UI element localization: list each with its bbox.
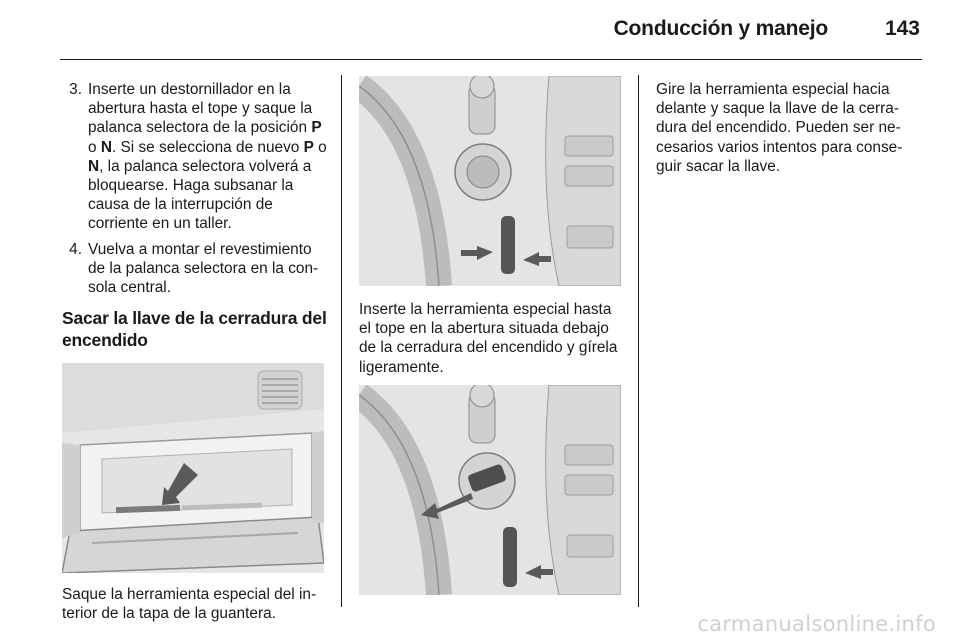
- step-number: 3.: [69, 81, 82, 98]
- ignition-key-removal-illustration: [359, 385, 621, 595]
- page-header-title: Conducción y manejo: [613, 17, 828, 40]
- figure-caption: Saque la herramienta especial del interior de la tapa de la guantera.: [62, 586, 317, 623]
- step-number: 4.: [69, 240, 82, 258]
- page-number: 143: [884, 17, 920, 40]
- header-divider: [60, 59, 922, 60]
- ignition-tool-insert-illustration: [359, 76, 621, 286]
- instruction-paragraph: Inserte la herramienta especial hasta el tope en la abertura situada debajo de la cerradura del encendido y gírela ligeramente.: [359, 301, 618, 376]
- step-4: [62, 240, 328, 298]
- watermark: carmanualsonline.info: [697, 612, 936, 636]
- column-1: [62, 80, 328, 624]
- column-divider-1: [341, 75, 342, 607]
- step-3: [62, 80, 328, 234]
- instruction-paragraph: Gire la herramienta especial hacia delante y saque la llave de la cerradura del encendido. Pueden ser necesarios varios intentos para conseguir sacar la llave.: [656, 81, 903, 175]
- column-divider-2: [638, 75, 639, 607]
- step-text: Vuelva a montar el revestimiento de la palanca selectora en la consola central.: [88, 240, 319, 297]
- glovebox-illustration: [62, 363, 324, 573]
- column-2: [359, 80, 625, 595]
- section-heading: Sacar la llave de la cerradura del encendido: [62, 308, 327, 351]
- step-text: Inserte un destornillador en la abertura hasta el tope y saque la palanca selectora de la posición P o N. Si se selecciona de nuevo P o N, la palanca selectora volverá a bloquearse. Haga subsanar la causa de la interrupción de corriente en un taller.: [88, 81, 327, 233]
- column-3: [656, 80, 922, 176]
